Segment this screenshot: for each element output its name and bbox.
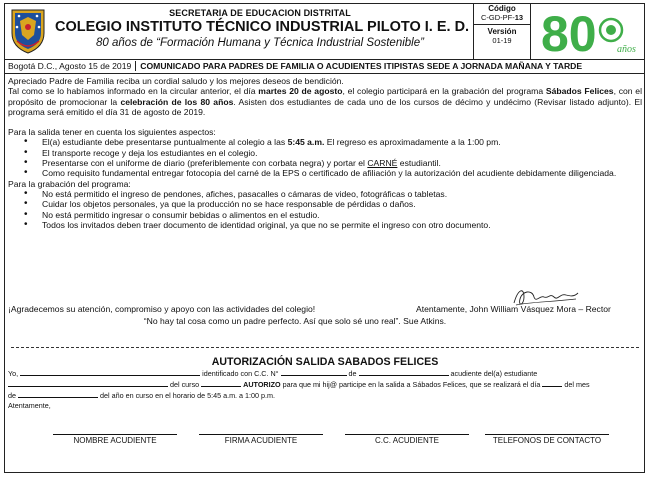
code-label: Código bbox=[488, 4, 516, 13]
closing-section bbox=[8, 304, 642, 327]
carne-text: CARNÉ bbox=[367, 158, 398, 169]
list-item: • Cuidar los objetos personales, ya que la producción no se hace responsable de pérdidas o daños. bbox=[8, 199, 642, 209]
recording-title: Para la grabación del programa: bbox=[8, 178, 131, 189]
intro-text-a: Tal como se lo habíamos informado en la circular anterior, el día bbox=[8, 86, 259, 97]
departure-time: 5:45 a.m. bbox=[287, 137, 325, 148]
course-text: del curso bbox=[170, 380, 200, 389]
eighty-years-logo-icon bbox=[537, 6, 641, 58]
document-code-box bbox=[473, 4, 531, 59]
atentamente-text: Atentamente, bbox=[8, 401, 51, 410]
authorization-line-3 bbox=[8, 390, 642, 401]
intro-text-c: , el colegio participará en la grabación del programa bbox=[342, 86, 546, 97]
code-prefix: C-GD-PF- bbox=[480, 13, 515, 22]
date-subject-line bbox=[5, 60, 644, 74]
departure-item-3-c: estudiantil. bbox=[397, 158, 441, 169]
intro-text-e: , con el propósito de promocionar la bbox=[8, 86, 642, 107]
code-number: 13 bbox=[514, 13, 524, 22]
cut-line bbox=[11, 347, 639, 348]
authorization-line-2 bbox=[8, 379, 642, 390]
anniversary-motto: 80 años de “Formación Humana y Técnica Industrial Sostenible” bbox=[96, 37, 424, 49]
document-subject: COMUNICADO PARA PADRES DE FAMILIA O ACUDIENTES ITIPISTAS SEDE A JORNADA MAÑANA Y TARDE bbox=[140, 61, 583, 71]
yo-text: Yo, bbox=[8, 369, 19, 378]
id-number-blank[interactable] bbox=[281, 368, 347, 376]
list-item: • El transporte recoge y deja los estudiantes en el colegio. bbox=[8, 148, 642, 158]
recording-list bbox=[8, 189, 642, 230]
document-header bbox=[5, 4, 644, 60]
intro-celebration: celebración de los 80 años bbox=[120, 96, 234, 107]
day-blank[interactable] bbox=[542, 379, 562, 387]
letter-body bbox=[8, 76, 642, 230]
school-name: COLEGIO INSTITUTO TÉCNICO INDUSTRIAL PILOTO I. E. D. bbox=[55, 19, 470, 35]
id-city-blank[interactable] bbox=[359, 368, 449, 376]
code-value bbox=[474, 13, 530, 22]
departure-item-1-c: El regreso es aproximadamente a la 1:00 pm. bbox=[324, 137, 501, 148]
de-text: de bbox=[348, 369, 357, 378]
authorization-form bbox=[8, 356, 642, 411]
contact-phone-field[interactable]: TELEFONOS DE CONTACTO bbox=[485, 434, 609, 445]
month-text: del mes bbox=[564, 380, 590, 389]
departure-item-1-a: El(a) estudiante debe presentarse puntualmente al colegio a las bbox=[42, 137, 288, 148]
list-item: • Todos los invitados deben traer documento de identidad original, ya que no se permite el ingreso con otro documento. bbox=[8, 220, 642, 230]
list-item: • No está permitido ingresar o consumir bebidas o alimentos en el estudio. bbox=[8, 210, 642, 220]
logo-anos-text: años bbox=[617, 44, 636, 55]
guardian-signature-field[interactable]: FIRMA ACUDIENTE bbox=[199, 434, 323, 445]
intro-program: Sábados Felices bbox=[545, 86, 614, 97]
course-blank[interactable] bbox=[201, 379, 241, 387]
year-text: del año en curso en el horario de 5:45 a.m. a 1:00 p.m. bbox=[100, 391, 276, 400]
signoff-text: Atentamente, John William Vásquez Mora – Rector bbox=[416, 304, 611, 314]
intro-paragraph bbox=[8, 86, 642, 117]
de2-text: de bbox=[8, 391, 16, 400]
id-text: identificado con C.C. N° bbox=[202, 369, 279, 378]
logo-80-text: 80 bbox=[541, 6, 597, 58]
autorizo-text: AUTORIZO bbox=[243, 380, 281, 389]
guardian-text: acudiente del(a) estudiante bbox=[450, 369, 538, 378]
greeting-paragraph: Apreciado Padre de Familia reciba un cordial saludo y los mejores deseos de bendición. bbox=[8, 76, 344, 86]
intro-date: martes 20 de agosto bbox=[258, 86, 343, 97]
departure-item-3-a: Presentarse con el uniforme de diario (preferiblemente con corbata negra) y portar el bbox=[42, 158, 368, 169]
guardian-name-field[interactable]: NOMBRE ACUDIENTE bbox=[53, 434, 177, 445]
authorization-line-1 bbox=[8, 368, 642, 379]
bogota-coat-of-arms-icon bbox=[9, 7, 47, 55]
document-date: Bogotá D.C., Agosto 15 de 2019 bbox=[8, 61, 136, 71]
intro-text-g: . Asisten dos estudiantes de cada uno de los cursos de décimo y undécimo (Revisar listado adjunto). El programa será emitido el día 31 de agosto de 2019. bbox=[8, 96, 642, 117]
list-item bbox=[8, 137, 642, 147]
list-item: • No está permitido el ingreso de pendones, afiches, pasacalles o cámaras de video, fotográficas o tabletas. bbox=[8, 189, 642, 199]
month-blank[interactable] bbox=[18, 390, 98, 398]
parent-name-blank[interactable] bbox=[20, 368, 200, 376]
secretaria-title: SECRETARIA DE EDUCACION DISTRITAL bbox=[169, 8, 351, 18]
header-titles bbox=[55, 8, 470, 49]
authorization-title: AUTORIZACIÓN SALIDA SABADOS FELICES bbox=[211, 356, 439, 368]
list-item: • Como requisito fundamental entregar fotocopia del carné de la EPS o certificado de afiliación y la autorización del acudiente debidamente diligenciada. bbox=[8, 168, 642, 178]
version-value: 01-19 bbox=[492, 36, 512, 45]
quote-text: “No hay tal cosa como un padre perfecto. Así que solo sé uno real”. Sue Atkins. bbox=[143, 316, 447, 326]
thanks-text: ¡Agradecemos su atención, compromiso y apoyo con las actividades del colegio! bbox=[8, 304, 316, 314]
autorizo-rest-text: para que mi hij@ participe en la salida a Sábados Felices, que se realizará el día bbox=[280, 380, 541, 389]
guardian-id-field[interactable]: C.C. ACUDIENTE bbox=[345, 434, 469, 445]
version-label: Versión bbox=[487, 27, 517, 36]
document-page bbox=[4, 3, 645, 473]
departure-list bbox=[8, 137, 642, 178]
signature-fields bbox=[53, 434, 613, 454]
departure-title: Para la salida tener en cuenta los siguientes aspectos: bbox=[8, 127, 216, 138]
student-name-blank[interactable] bbox=[8, 379, 168, 387]
list-item bbox=[8, 158, 642, 168]
